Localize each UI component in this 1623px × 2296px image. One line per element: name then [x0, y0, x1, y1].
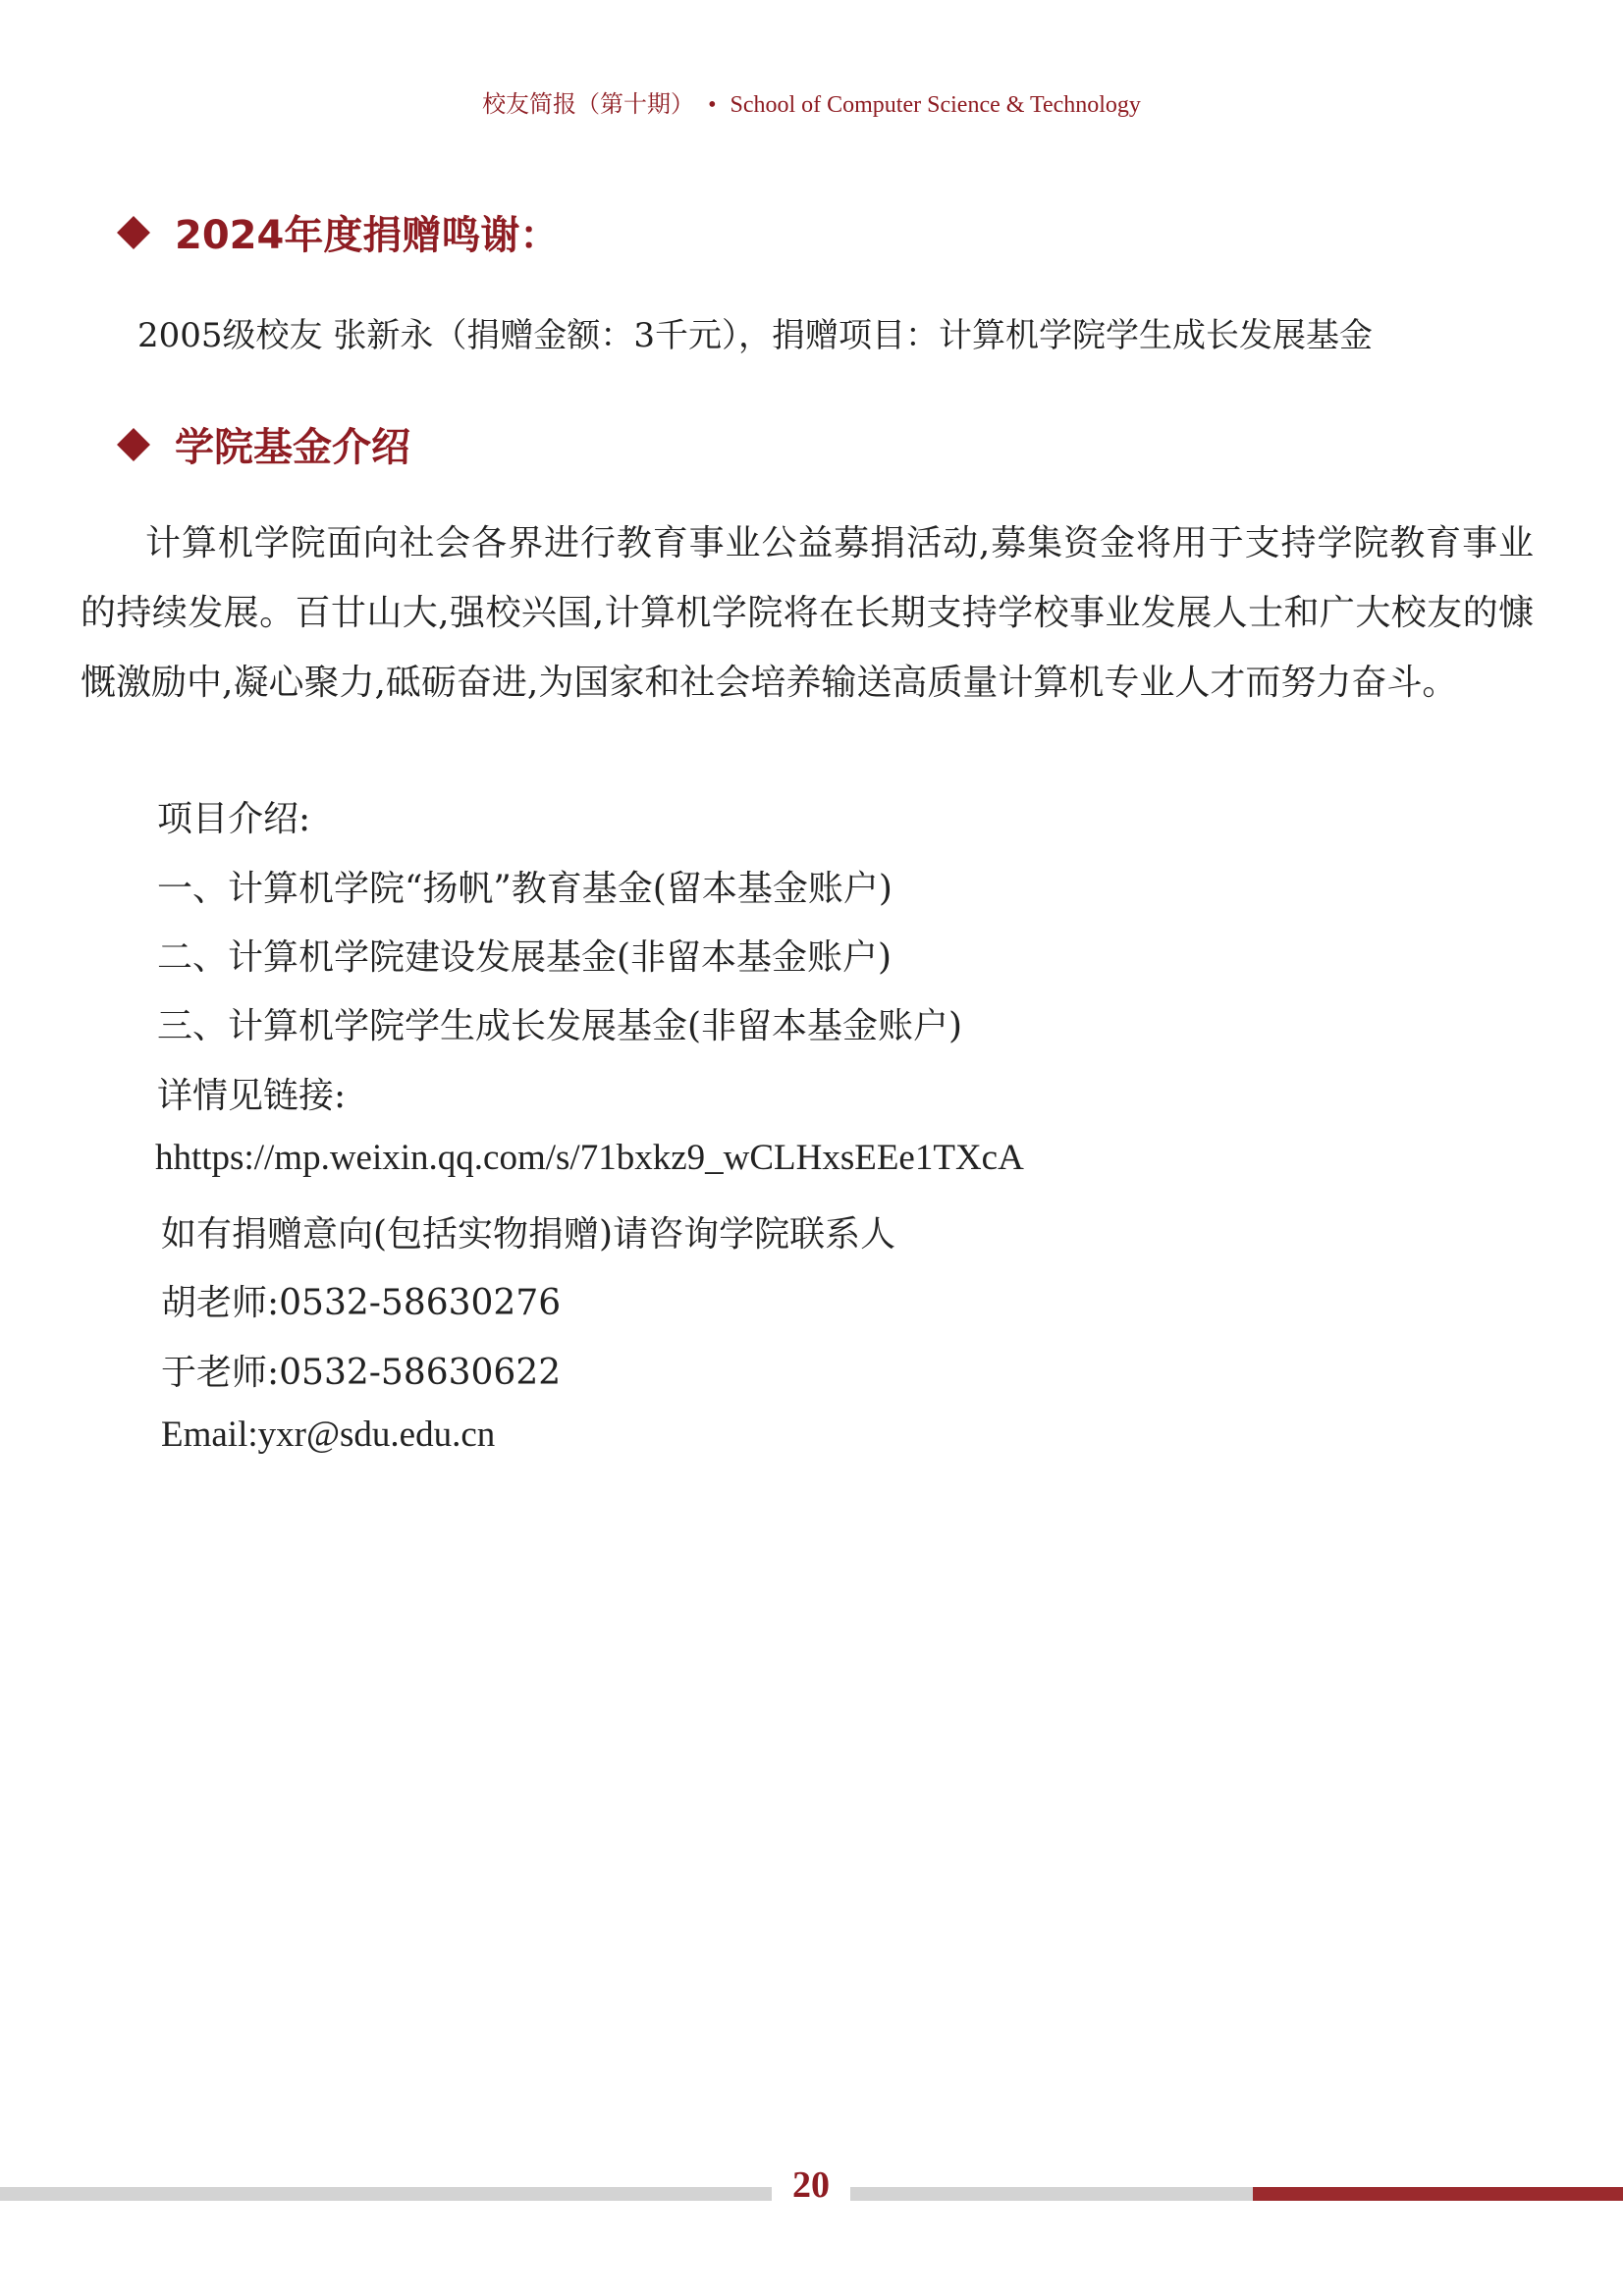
- footer-rule-middle: [850, 2187, 1253, 2201]
- header-separator: •: [708, 92, 717, 118]
- diamond-bullet-icon: [117, 216, 150, 249]
- school-name: School of Computer Science & Technology: [730, 92, 1141, 118]
- project-item: 三、计算机学院学生成长发展基金(非留本基金账户): [157, 1006, 963, 1046]
- running-header: [0, 84, 1623, 119]
- project-item: 一、计算机学院“扬帆”教育基金(留本基金账户): [157, 869, 893, 909]
- fund-intro-paragraph: 计算机学院面向社会各界进行教育事业公益募捐活动,募集资金将用于支持学院教育事业的持续发展。百廿山大,强校兴国,计算机学院将在长期支持学校事业发展人士和广大校友的慷慨激励中,凝心聚力,砥砺奋进,为国家和社会培养输送高质量计算机专业人才而努力奋斗。: [81, 523, 1534, 703]
- page-number: 20: [792, 2164, 830, 2206]
- fund-heading: [116, 416, 410, 472]
- project-item: 二、计算机学院建设发展基金(非留本基金账户): [157, 937, 893, 978]
- newsletter-title: 校友简报（第十期）: [482, 92, 695, 118]
- donation-heading-text: 2024年度捐赠鸣谢：: [175, 213, 560, 258]
- diamond-bullet-icon: [117, 428, 150, 461]
- project-intro-label: 项目介绍:: [157, 799, 311, 839]
- details-link[interactable]: hhttps://mp.weixin.qq.com/s/71bxkz9_wCLHxsEEe1TXcA: [155, 1138, 1024, 1178]
- donation-heading: [116, 204, 559, 260]
- contact-email[interactable]: Email:yxr@sdu.edu.cn: [161, 1415, 496, 1455]
- donation-acknowledgement: 2005级校友 张新永（捐赠金额：3千元），捐赠项目：计算机学院学生成长发展基金: [137, 316, 1373, 355]
- fund-heading-text: 学院基金介绍: [175, 425, 410, 470]
- consult-text: 如有捐赠意向(包括实物捐赠)请咨询学院联系人: [161, 1214, 896, 1255]
- footer-rule-right: [1253, 2187, 1623, 2201]
- footer-rule-left: [0, 2187, 772, 2201]
- details-label: 详情见链接:: [157, 1076, 347, 1116]
- contact-yu: 于老师:0532-58630622: [161, 1353, 562, 1393]
- contact-hu: 胡老师:0532-58630276: [161, 1283, 562, 1323]
